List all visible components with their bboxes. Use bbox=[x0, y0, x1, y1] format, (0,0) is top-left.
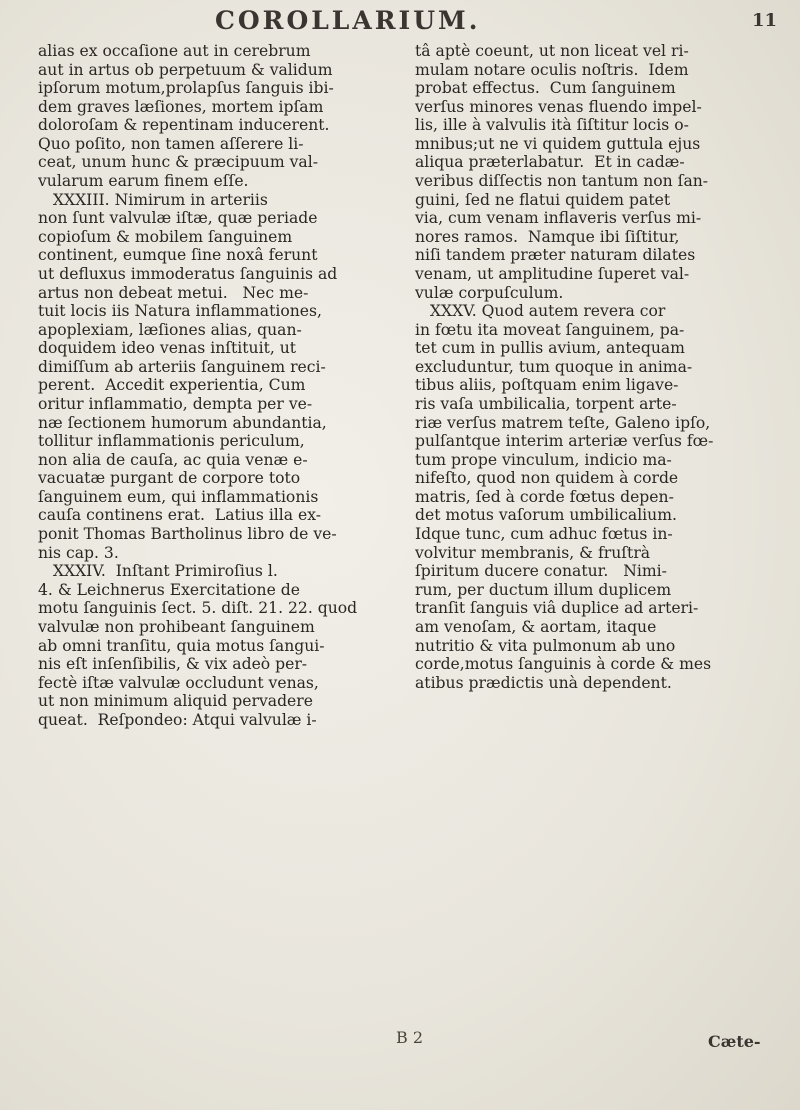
text-line: ponit Thomas Bartholinus libro de ve- bbox=[38, 525, 337, 544]
text-line: ipſorum motum,prolapſus ſanguis ibi- bbox=[38, 79, 334, 98]
text-line: nutritio & vita pulmonum ab uno bbox=[415, 636, 676, 655]
text-line: aliqua præterlabatur. Et in cadæ- bbox=[415, 153, 685, 172]
text-line: verſus minores venas fluendo impel- bbox=[415, 97, 702, 116]
text-line: doloroſam & repentinam inducerent. bbox=[38, 116, 330, 135]
text-line: vacuatæ purgant de corpore toto bbox=[38, 469, 301, 488]
text-line: 4. & Leichnerus Exercitatione de bbox=[38, 580, 300, 599]
text-line: vulæ corpuſculum. bbox=[415, 283, 564, 302]
text-line: mulam notare oculis noſtris. Idem bbox=[415, 60, 689, 79]
left-text-column bbox=[38, 42, 408, 729]
text-line: probat effectus. Cum ſanguinem bbox=[415, 79, 676, 98]
text-line: riæ verſus matrem teſte, Galeno ipſo, bbox=[415, 413, 711, 432]
text-line: tranſit ſanguis viâ duplice ad arteri- bbox=[415, 599, 699, 618]
text-line: queat. Reſpondeo: Atqui valvulæ i- bbox=[38, 710, 317, 729]
text-line: lis, ille à valvulis ità ſiſtitur locis o- bbox=[415, 116, 689, 135]
text-line: nis cap. 3. bbox=[38, 543, 119, 562]
text-line: doquidem ideo venas inſtituit, ut bbox=[38, 339, 297, 358]
catchword: Cæte- bbox=[708, 1032, 761, 1051]
text-line: via, cum venam inflaveris verſus mi- bbox=[415, 209, 702, 228]
text-line: non ſunt valvulæ iſtæ, quæ periade bbox=[38, 209, 318, 228]
signature-mark: B 2 bbox=[396, 1028, 424, 1047]
text-line: nifeſto, quod non quidem à corde bbox=[415, 469, 679, 488]
text-line: vularum earum finem eſſe. bbox=[38, 172, 249, 191]
text-line: ab omni tranſitu, quia motus ſangui- bbox=[38, 636, 325, 655]
text-line: rum, per ductum illum duplicem bbox=[415, 580, 672, 599]
text-line: næ ſectionem humorum abundantia, bbox=[38, 413, 327, 432]
page-number: 11 bbox=[752, 10, 778, 31]
text-line: cauſa continens erat. Latius illa ex- bbox=[38, 506, 322, 525]
text-line: pulſantque interim arteriæ verſus fœ- bbox=[415, 432, 714, 451]
text-line: non alia de cauſa, ac quia venæ e- bbox=[38, 450, 308, 469]
text-line: mnibus;ut ne vi quidem guttula ejus bbox=[415, 134, 701, 153]
text-line: ſanguinem eum, qui inflammationis bbox=[38, 487, 319, 506]
text-line: tuit locis iis Natura inflammationes, bbox=[38, 302, 322, 321]
text-line: dimiſſum ab arteriis ſanguinem reci- bbox=[38, 357, 326, 376]
text-line: tet cum in pullis avium, antequam bbox=[415, 339, 685, 358]
text-line: matris, ſed à corde fœtus depen- bbox=[415, 487, 674, 506]
text-line: ris vaſa umbilicalia, torpent arte- bbox=[415, 394, 677, 413]
running-title: COROLLARIUM. bbox=[215, 6, 481, 35]
text-line: volvitur membranis, & fruſtrà bbox=[415, 543, 651, 562]
text-line: tum prope vinculum, indicio ma- bbox=[415, 450, 672, 469]
text-line: motu ſanguinis ſect. 5. diſt. 21. 22. quod bbox=[38, 599, 358, 618]
text-line: guini, ſed ne flatui quidem patet bbox=[415, 190, 671, 209]
text-line: dem graves læſiones, mortem ipſam bbox=[38, 97, 324, 116]
text-line: tâ aptè coeunt, ut non liceat vel ri- bbox=[415, 42, 689, 60]
text-line: ut non minimum aliquid pervadere bbox=[38, 692, 313, 711]
text-line: artus non debeat metui. Nec me- bbox=[38, 283, 309, 302]
text-line: nis eſt inſenſibilis, & vix adeò per- bbox=[38, 655, 308, 674]
text-line: ceat, unum hunc & præcipuum val- bbox=[38, 153, 318, 172]
text-line: oritur inflammatio, dempta per ve- bbox=[38, 394, 313, 413]
text-line: excluduntur, tum quoque in anima- bbox=[415, 357, 693, 376]
text-line: tibus aliis, poſtquam enim ligave- bbox=[415, 376, 679, 395]
text-line: am venoſam, & aortam, itaque bbox=[415, 617, 657, 636]
text-line: ut defluxus immoderatus ſanguinis ad bbox=[38, 264, 338, 283]
text-line: Quo poſito, non tamen aſſerere li- bbox=[38, 134, 304, 153]
text-line: alias ex occaſione aut in cerebrum bbox=[38, 42, 311, 60]
text-line: aut in artus ob perpetuum & validum bbox=[38, 60, 333, 79]
text-line: det motus vaſorum umbilicalium. bbox=[415, 506, 677, 525]
page-header bbox=[0, 0, 800, 40]
text-line: Idque tunc, cum adhuc fœtus in- bbox=[415, 525, 673, 544]
text-line: XXXIV. Inſtant Primiroſius l. bbox=[38, 562, 278, 581]
text-line: XXXIII. Nimirum in arteriis bbox=[38, 190, 268, 209]
right-text-column bbox=[415, 42, 793, 692]
text-line: perent. Accedit experientia, Cum bbox=[38, 376, 306, 395]
text-line: valvulæ non prohibeant ſanguinem bbox=[38, 617, 315, 636]
text-line: nores ramos. Namque ibi ſiſtitur, bbox=[415, 227, 680, 246]
text-line: veribus diſſectis non tantum non ſan- bbox=[415, 172, 709, 191]
text-line: ſpiritum ducere conatur. Nimi- bbox=[415, 562, 667, 581]
text-line: apoplexiam, læſiones alias, quan- bbox=[38, 320, 302, 339]
text-line: fectè iſtæ valvulæ occludunt venas, bbox=[38, 673, 319, 692]
text-line: corde,motus ſanguinis à corde & mes bbox=[415, 655, 712, 674]
text-line: in fœtu ita moveat ſanguinem, pa- bbox=[415, 320, 685, 339]
text-line: continent, eumque ſine noxâ ferunt bbox=[38, 246, 318, 265]
text-line: XXXV. Quod autem revera cor bbox=[415, 302, 666, 321]
text-line: atibus prædictis unà dependent. bbox=[415, 673, 672, 692]
text-line: tollitur inflammationis periculum, bbox=[38, 432, 305, 451]
text-line: venam, ut amplitudine ſuperet val- bbox=[415, 264, 690, 283]
text-line: niſi tandem præter naturam dilates bbox=[415, 246, 696, 265]
text-line: copioſum & mobilem ſanguinem bbox=[38, 227, 293, 246]
